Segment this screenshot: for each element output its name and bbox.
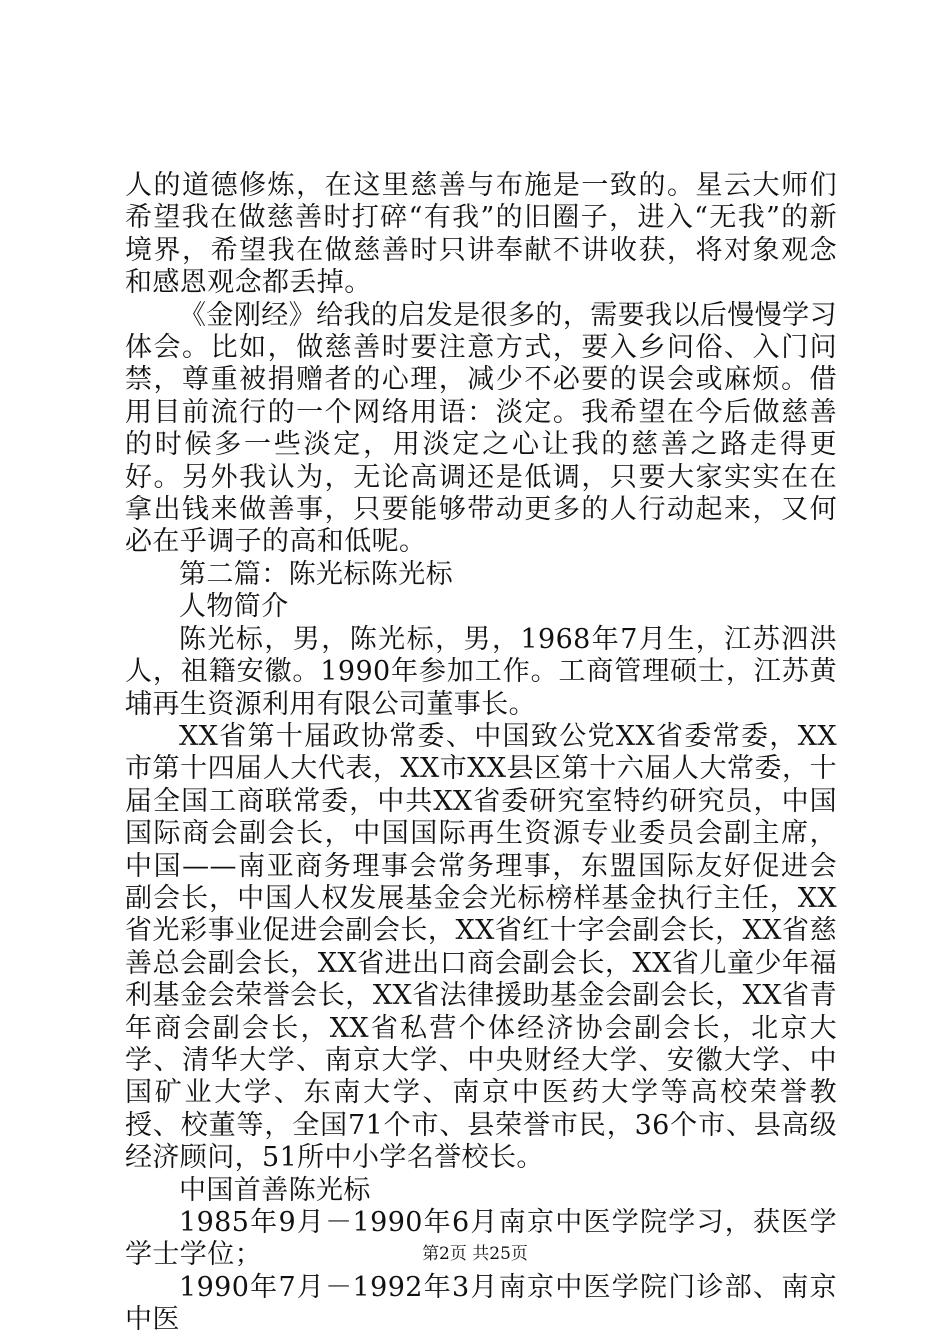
paragraph-education: 1985年9月－1990年6月南京中医学院学习，获医学学士学位； [125, 1207, 837, 1271]
paragraph-2: 《金刚经》给我的启发是很多的，需要我以后慢慢学习体会。比如，做慈善时要注意方式，要入乡问俗、入门问禁，尊重被捐赠者的心理，减少不必要的误会或麻烦。借用目前流行的一个网络用语：淡定。我希望在今后做慈善的时候多一些淡定，用淡定之心让我的慈善之路走得更好。另外我认为，无论高调还是低调，只要大家实实在在拿出钱来做善事，只要能够带动更多的人行动起来，又何必在乎调子的高和低呢。 [125, 299, 837, 558]
paragraph-positions: XX省第十届政协常委、中国致公党XX省委常委，XX市第十四届人大代表，XX市XX县区第十六届人大常委，十届全国工商联常委，中共XX省委研究室特约研究员，中国国际商会副会长，中国国际再生资源专业委员会副主席，中国——南亚商务理事会常务理事，东盟国际友好促进会副会长，中国人权发展基金会光标榜样基金执行主任，XX省光彩事业促进会副会长，XX省红十字会副会长，XX省慈善总会副会长，XX省进出口商会副会长，XX省儿童少年福利基金会荣誉会长，XX省法律援助基金会副会长，XX省青年商会副会长，XX省私营个体经济协会副会长，北京大学、清华大学、南京大学、中央财经大学、安徽大学、中国矿业大学、东南大学、南京中医药大学等高校荣誉教授、校董等，全国71个市、县荣誉市民，36个市、县高级经济顾问，51所中小学名誉校长。 [125, 720, 837, 1174]
document-body [125, 170, 837, 1337]
paragraph-profile: 陈光标，男，陈光标，男，1968年7月生，江苏泗洪人，祖籍安徽。1990年参加工作。工商管理硕士，江苏黄埔再生资源利用有限公司董事长。 [125, 623, 837, 720]
section-heading: 第二篇：陈光标陈光标 [179, 558, 453, 590]
page-footer: 第2页 共25页 [422, 1244, 528, 1264]
subheading-philanthropist: 中国首善陈光标 [179, 1174, 371, 1206]
subheading-profile: 人物简介 [179, 591, 289, 623]
paragraph-career: 1990年7月－1992年3月南京中医学院门诊部、南京中医 [125, 1271, 837, 1336]
paragraph-1: 人的道德修炼，在这里慈善与布施是一致的。星云大师们希望我在做慈善时打碎“有我”的旧圈子，进入“无我”的新境界，希望我在做慈善时只讲奉献不讲收获，将对象观念和感恩观念都丢掉。 [125, 170, 837, 299]
